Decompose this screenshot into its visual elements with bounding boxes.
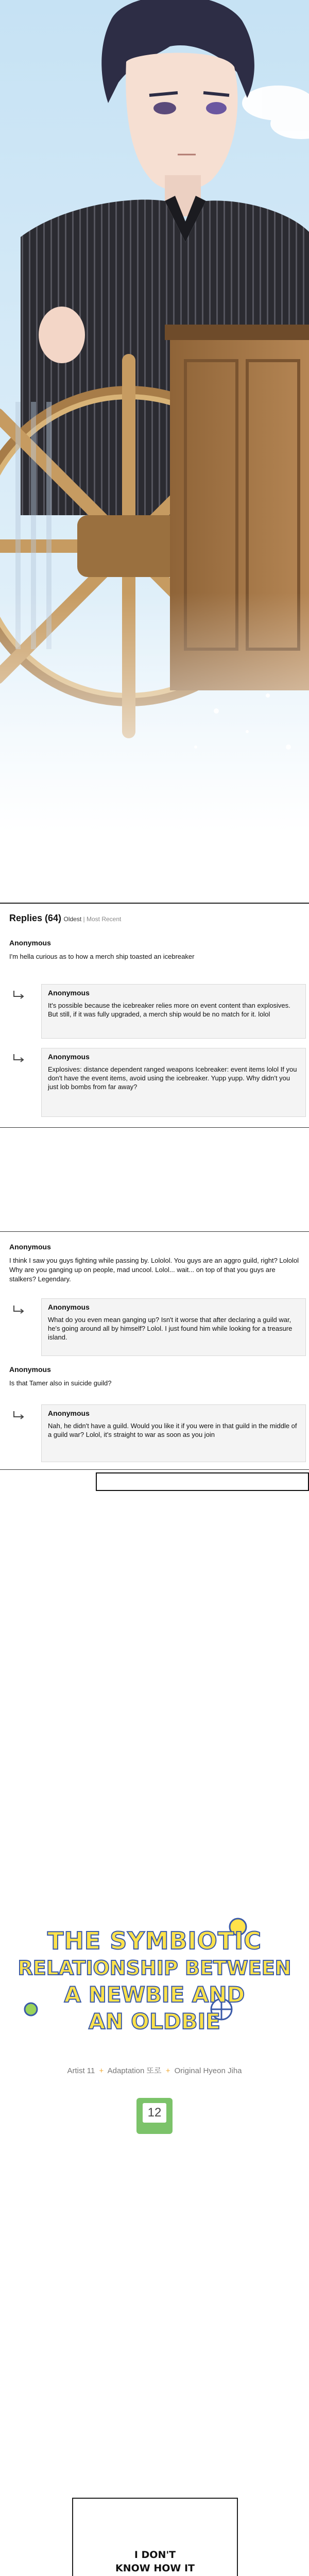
reply-arrow-icon (12, 1411, 26, 1421)
reply-item (41, 984, 306, 1039)
comic-illustration-captain (0, 0, 309, 835)
comic-panel-speech (72, 2498, 238, 2576)
speech-line: KNOW HOW IT (115, 2563, 195, 2574)
credit-separator: + (165, 2066, 170, 2075)
reply-text: Nah, he didn't have a guild. Would you like it if you were in that guild in the middle of a guild war? Lolol, it's straight to war as soon as you join (48, 1422, 297, 1438)
reply-arrow-icon (12, 990, 26, 1001)
comment-item (9, 1243, 302, 1284)
reply-item (41, 1048, 306, 1117)
reply-arrow-icon (12, 1305, 26, 1315)
comment-input[interactable] (96, 1472, 309, 1491)
episode-number: 12 (143, 2103, 166, 2123)
reply-text: It's possible because the icebreaker relies more on event content than explosives. But still, if it was fully upgraded, a merch ship would be no match for it. lolol (48, 1002, 290, 1018)
comment-item (9, 1365, 302, 1388)
reply-item (41, 1404, 306, 1462)
comment-text: I'm hella curious as to how a merch ship toasted an icebreaker (9, 953, 195, 960)
comment-author: Anonymous (9, 1243, 51, 1251)
reply-text: What do you even mean ganging up? Isn't it worse that after declaring a guild war, he's going around all by himself? Lolol. I just found him while looking for a treasure island. (48, 1316, 293, 1341)
section-divider (0, 1469, 309, 1470)
credit-artist: Artist 11 (67, 2066, 95, 2075)
sort-options (64, 916, 122, 923)
comic-panel-ship (0, 0, 309, 835)
credits-line (0, 2065, 309, 2076)
credit-original: Original Hyeon Jiha (174, 2066, 242, 2075)
reply-text: Explosives: distance dependent ranged weapons Icebreaker: event items lolol If you don't have the event items, avoid using the icebreaker. Yupp yupp. Why didn't you just lob bombs from far away? (48, 1065, 297, 1091)
reply-author: Anonymous (48, 1303, 90, 1311)
logo-line: RELATIONSHIP BETWEEN (18, 1957, 291, 1979)
speech-text (73, 2548, 237, 2576)
reply-author: Anonymous (48, 989, 90, 997)
episode-badge (136, 2098, 173, 2134)
sort-most-recent-link[interactable]: Most Recent (87, 916, 122, 923)
series-logo (0, 1927, 309, 2035)
section-divider (0, 1127, 309, 1128)
reply-arrow-icon (12, 1054, 26, 1064)
logo-line: THE SYMBIOTIC (47, 1927, 262, 1955)
logo-line: A NEWBIE AND (64, 1982, 245, 2007)
reply-item (41, 1298, 306, 1356)
sort-oldest-link[interactable]: Oldest (63, 916, 82, 923)
credit-adaptation: Adaptation 또로 (107, 2066, 162, 2075)
section-divider (0, 1231, 309, 1232)
sort-separator: | (83, 916, 85, 923)
reply-author: Anonymous (48, 1409, 90, 1417)
speech-line: I DON'T (134, 2549, 176, 2561)
credit-separator: + (99, 2066, 104, 2075)
comment-text: Is that Tamer also in suicide guild? (9, 1379, 112, 1387)
logo-line: AN OLDBIE (89, 2009, 220, 2034)
comment-author: Anonymous (9, 939, 51, 947)
title-card (0, 1906, 309, 2576)
comment-item (9, 939, 302, 961)
reply-author: Anonymous (48, 1053, 90, 1061)
replies-title: Replies (64) (9, 913, 62, 923)
comment-text: I think I saw you guys fighting while passing by. Lololol. You guys are an aggro guild, right? Lololol Why are you ganging up on people, mad uncool. Lolol... wait... on top of that you guys are stalkers? Legendary. (9, 1257, 299, 1283)
replies-header (0, 903, 309, 924)
comment-author: Anonymous (9, 1365, 51, 1374)
